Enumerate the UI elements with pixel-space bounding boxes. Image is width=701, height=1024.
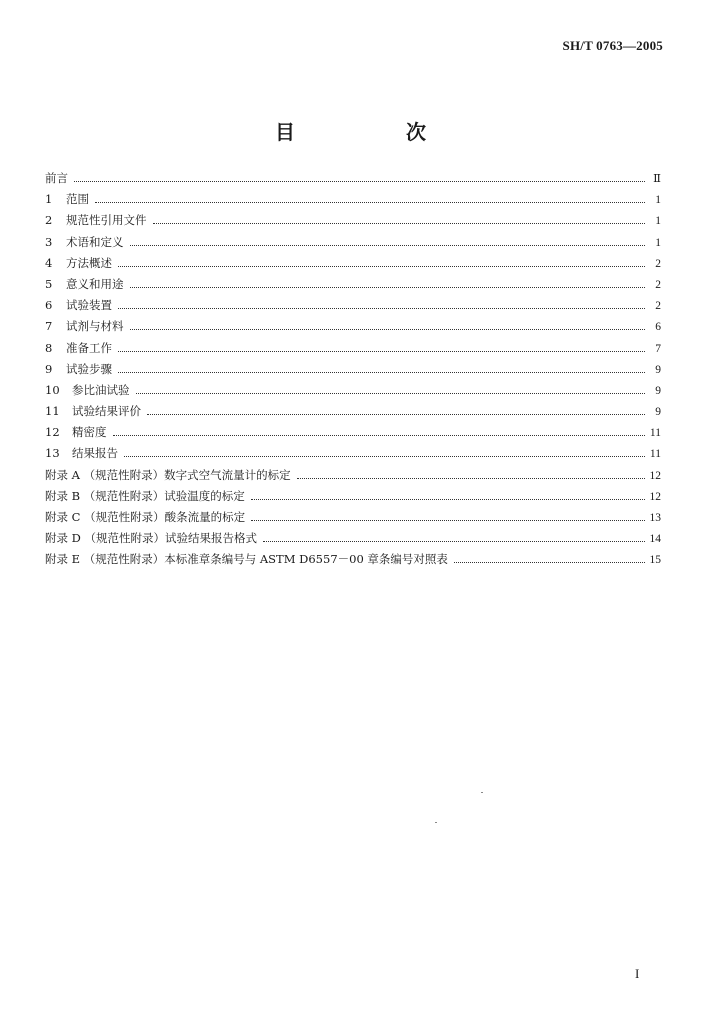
toc-entry-number: 1 (45, 192, 53, 207)
toc-entry-label: 参比油试验 (72, 382, 130, 397)
page-title: 目 次 (275, 120, 478, 144)
toc-entry-page: 14 (649, 533, 661, 546)
toc-entry-3[interactable] (45, 234, 661, 255)
toc-entry-label: 规范性引用文件 (66, 213, 147, 228)
toc-leader-dots (74, 180, 645, 182)
toc-entry-label: 结果报告 (72, 446, 118, 461)
toc-entry-page: 1 (655, 194, 661, 207)
toc-entry-label: 试验结果评价 (72, 404, 141, 419)
toc-leader-dots (130, 328, 646, 330)
toc-leader-dots (130, 286, 646, 288)
toc-entry-label: 附录 B （规范性附录）试验温度的标定 (45, 488, 245, 503)
toc-entry-annex-c[interactable] (45, 509, 661, 530)
toc-entry-annex-d[interactable] (45, 530, 661, 551)
toc-entry-number: 9 (45, 361, 53, 376)
toc-leader-dots (124, 455, 645, 457)
toc-entry-label: 附录 E （规范性附录）本标准章条编号与 ASTM D6557－00 章条编号对照表 (45, 552, 448, 567)
toc-entry-label: 试剂与材料 (66, 319, 124, 334)
scan-speck (481, 792, 483, 793)
toc-leader-dots (118, 307, 645, 309)
toc-entry-page: 7 (655, 342, 661, 355)
toc-entry-annex-a[interactable] (45, 467, 661, 488)
toc-entry-1[interactable] (45, 191, 661, 212)
toc-entry-page: 6 (655, 321, 661, 334)
toc-entry-2[interactable] (45, 212, 661, 233)
toc-leader-dots (297, 477, 645, 479)
table-of-contents (45, 170, 661, 573)
toc-leader-dots (454, 561, 645, 563)
toc-leader-dots (251, 519, 645, 521)
toc-entry-page: 11 (649, 448, 661, 461)
toc-entry-number: 8 (45, 340, 53, 355)
toc-entry-label: 前言 (45, 171, 68, 185)
toc-entry-label: 附录 A （规范性附录）数字式空气流量计的标定 (45, 467, 291, 482)
toc-entry-label: 试验装置 (66, 298, 112, 313)
toc-entry-page: 1 (655, 236, 661, 249)
scan-speck (435, 822, 437, 823)
toc-entry-page: 9 (655, 406, 661, 419)
toc-entry-5[interactable] (45, 276, 661, 297)
toc-leader-dots (153, 222, 646, 224)
toc-entry-9[interactable] (45, 361, 661, 382)
toc-entry-number: 13 (45, 446, 60, 461)
toc-entry-number: 5 (45, 276, 53, 291)
toc-entry-page: 9 (655, 363, 661, 376)
toc-entry-annex-b[interactable] (45, 488, 661, 509)
toc-entry-page: 2 (655, 278, 661, 291)
toc-entry-number: 10 (45, 382, 60, 397)
toc-entry-number: 12 (45, 425, 60, 440)
toc-leader-dots (263, 540, 645, 542)
toc-leader-dots (118, 371, 645, 373)
toc-entry-number: 4 (45, 255, 53, 270)
page-number: I (635, 966, 640, 981)
toc-entry-7[interactable] (45, 318, 661, 339)
toc-entry-number: 2 (45, 213, 53, 228)
toc-entry-label: 意义和用途 (66, 276, 124, 291)
toc-entry-label: 术语和定义 (66, 234, 124, 249)
toc-entry-label: 范围 (66, 192, 89, 207)
toc-entry-page: 12 (649, 469, 661, 482)
toc-leader-dots (118, 265, 645, 267)
toc-entry-label: 准备工作 (66, 340, 112, 355)
toc-entry-page: Ⅱ (653, 173, 661, 185)
toc-leader-dots (95, 201, 645, 203)
toc-entry-page: 12 (649, 490, 661, 503)
toc-entry-13[interactable] (45, 445, 661, 466)
toc-entry-label: 附录 C （规范性附录）酸条流量的标定 (45, 510, 246, 524)
toc-entry-label: 试验步骤 (66, 361, 112, 376)
toc-entry-page: 2 (655, 257, 661, 270)
toc-entry-8[interactable] (45, 340, 661, 361)
toc-entry-label: 附录 D （规范性附录）试验结果报告格式 (45, 531, 258, 546)
toc-entry-page: 11 (649, 427, 661, 440)
toc-entry-number: 6 (45, 298, 53, 313)
toc-entry-page: 15 (649, 554, 661, 567)
toc-leader-dots (147, 413, 645, 415)
document-code: SH/T 0763—2005 (562, 38, 663, 53)
toc-entry-6[interactable] (45, 297, 661, 318)
toc-entry-number: 11 (45, 404, 60, 419)
toc-entry-12[interactable] (45, 424, 661, 445)
toc-entry-10[interactable] (45, 382, 661, 403)
toc-entry-page: 13 (649, 512, 661, 524)
toc-leader-dots (113, 434, 646, 436)
toc-entry-label: 方法概述 (66, 255, 112, 270)
toc-entry-annex-e[interactable] (45, 551, 661, 572)
toc-entry-page: 9 (655, 384, 661, 397)
toc-entry-number: 7 (45, 319, 53, 334)
toc-entry-label: 精密度 (72, 425, 107, 440)
toc-leader-dots (118, 350, 645, 352)
toc-entry-4[interactable] (45, 255, 661, 276)
toc-entry-11[interactable] (45, 403, 661, 424)
toc-entry-page: 2 (655, 300, 661, 313)
toc-leader-dots (136, 392, 646, 394)
toc-leader-dots (130, 244, 646, 246)
toc-entry-number: 3 (45, 234, 53, 249)
toc-leader-dots (251, 498, 645, 500)
toc-entry-foreword[interactable] (45, 170, 661, 191)
toc-entry-page: 1 (655, 215, 661, 228)
